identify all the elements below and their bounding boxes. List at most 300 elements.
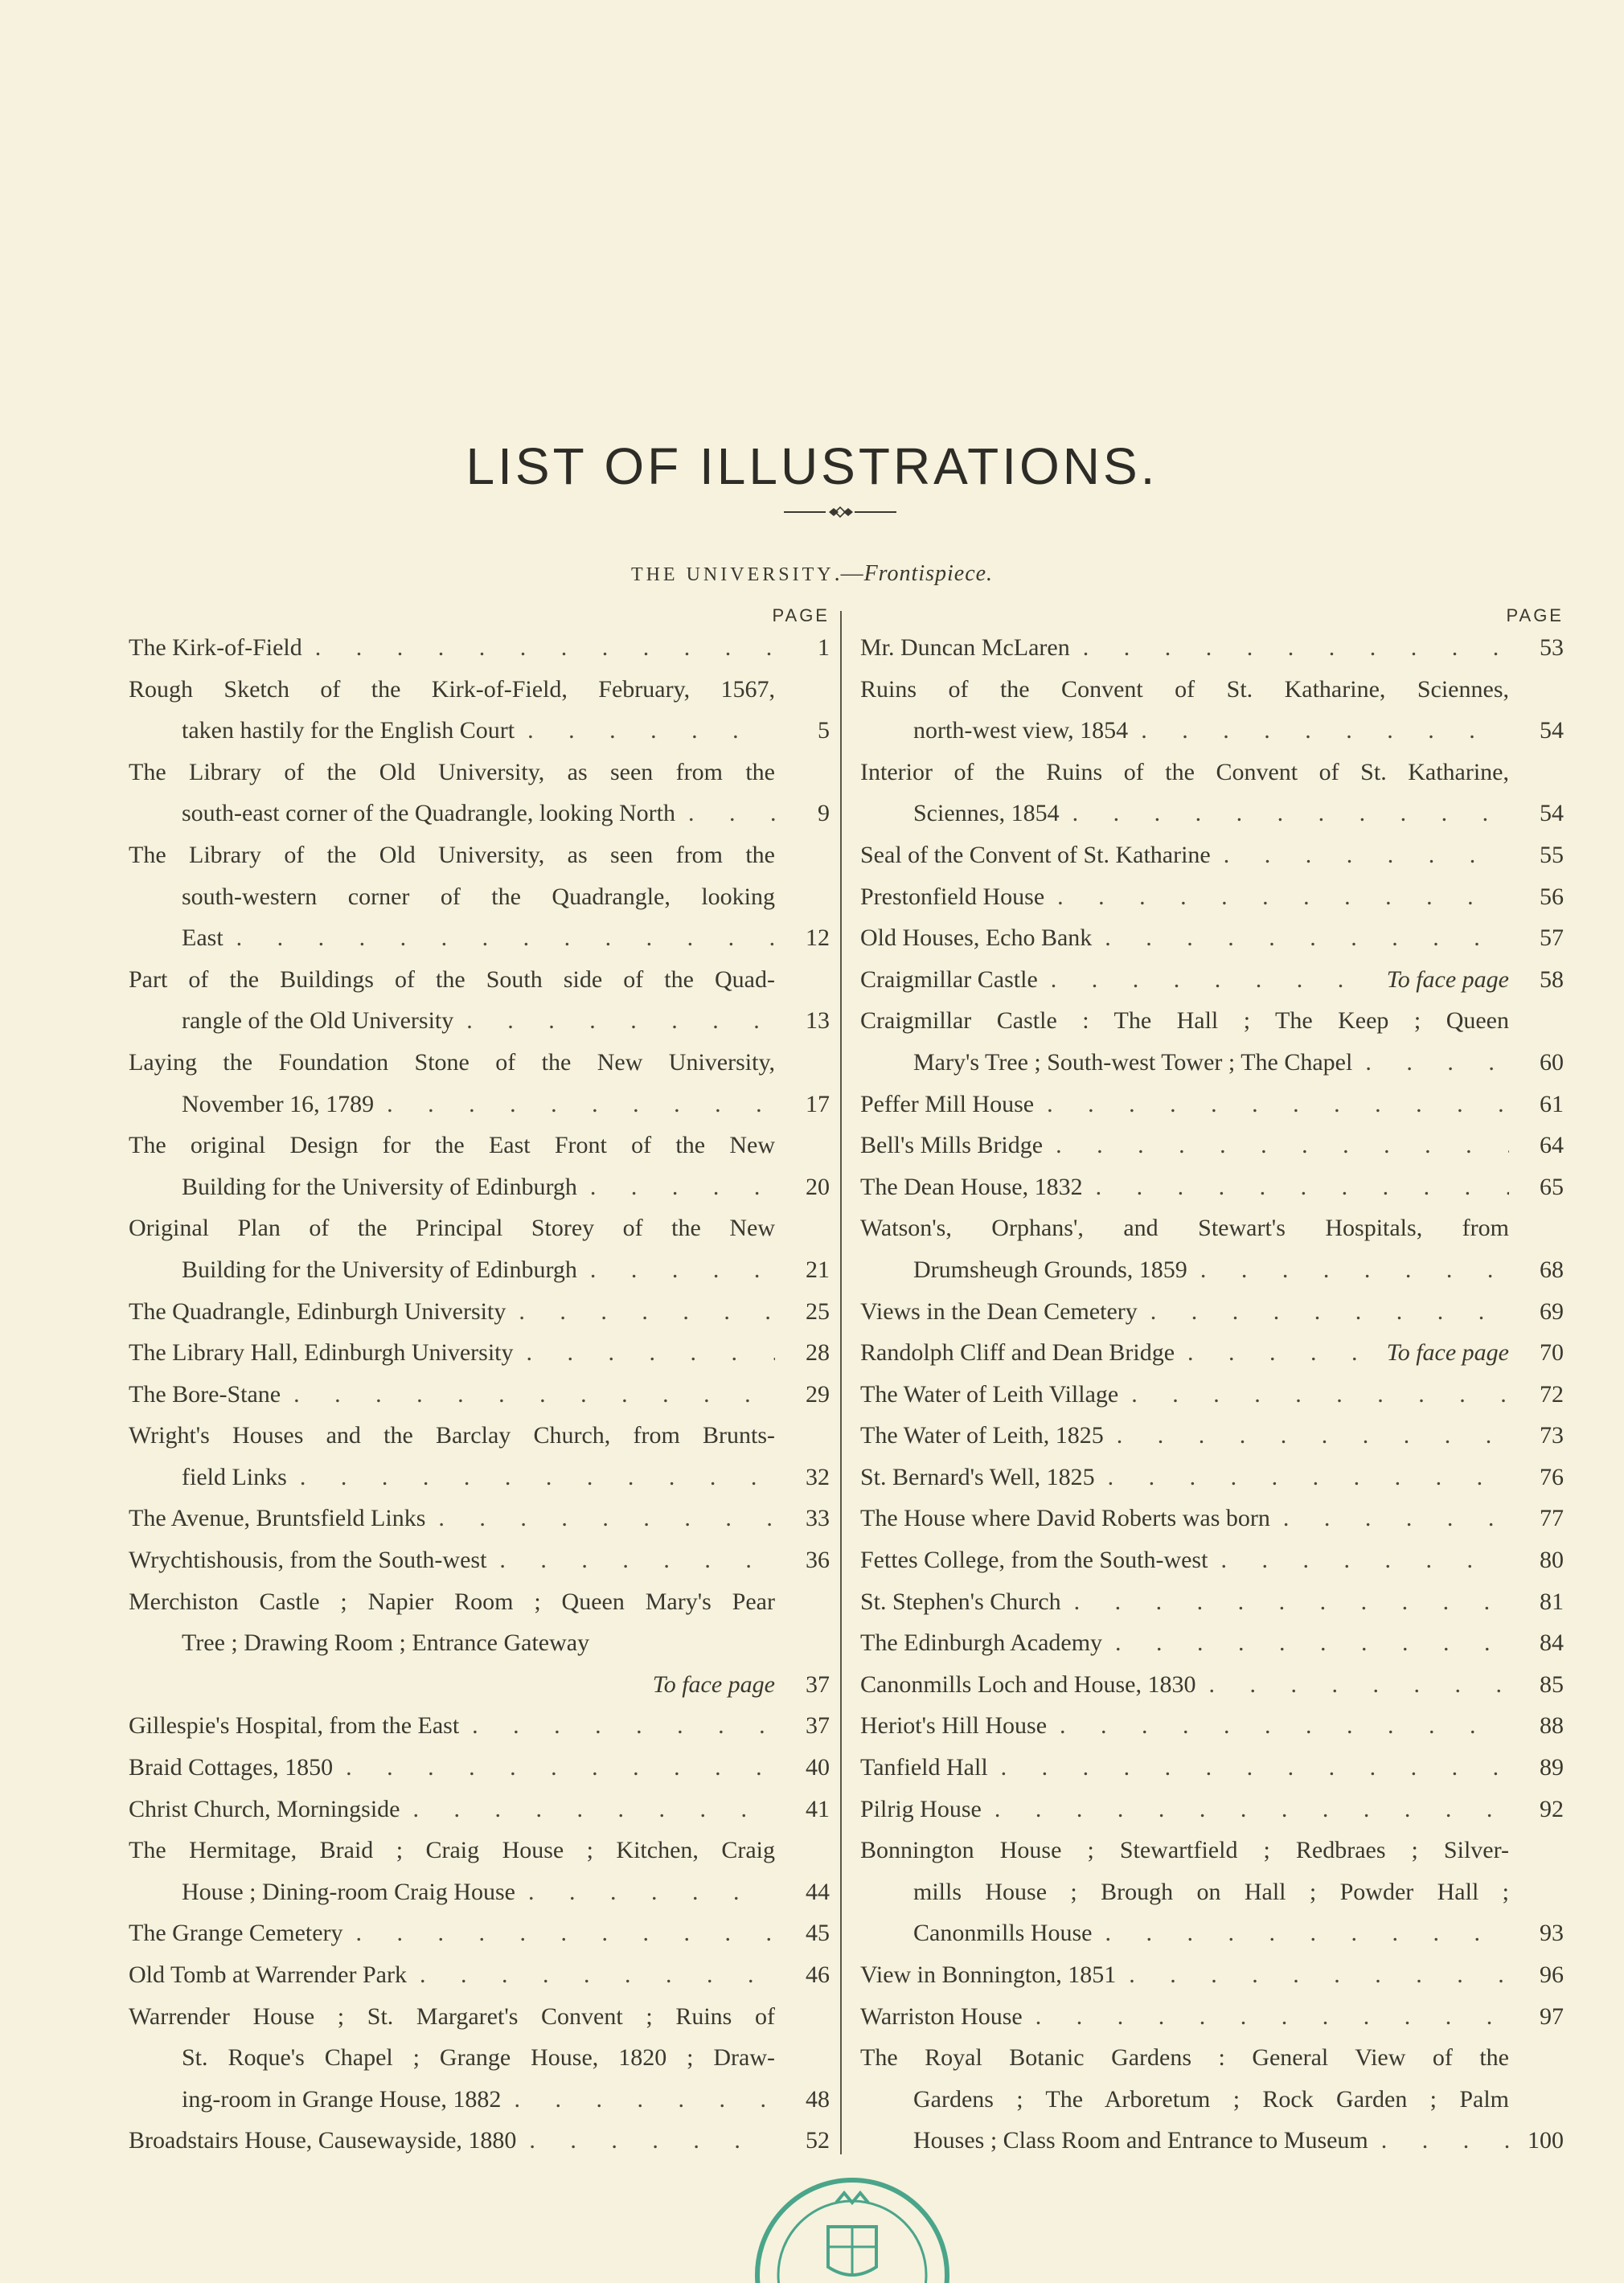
leader-dots [1060,793,1509,834]
entry-line [129,752,830,793]
entry-title: Bell's Mills Bridge [860,1132,1044,1159]
page-number: 96 [1540,1961,1564,1988]
entry-line [129,876,830,918]
entry-title: The House where David Roberts was born [860,1505,1270,1532]
page-number: 65 [1540,1173,1564,1200]
entry-line [129,1125,830,1166]
leader-dots [515,710,775,752]
entry-line [129,2120,830,2162]
illustration-entry [129,1042,830,1125]
entry-line [860,1747,1564,1789]
illustration-entry [860,1084,1564,1125]
entry-title: Bonnington House ; Stewartfield ; Redbraes ; Silver- [860,1837,1509,1864]
to-face-page-note: To face page [1386,965,1509,993]
leader-dots [343,1912,775,1954]
page-number: 32 [806,1463,830,1490]
page-number: 76 [1540,1463,1564,1490]
entry-title: Heriot's Hill House [860,1712,1048,1740]
entry-title: Laying the Foundation Stone of the New University, [129,1048,775,1076]
leader-dots [577,1249,775,1291]
entry-line [129,710,830,752]
entry-line [129,834,830,876]
leader-dots [1070,627,1509,669]
leader-dots [486,1539,775,1581]
entry-title: Rough Sketch of the Kirk-of-Field, February, 1567, [129,675,775,703]
illustration-entry [129,1830,830,1912]
leader-dots [1095,1457,1509,1498]
entry-title: Watson's, Orphans', and Stewart's Hospitals, from [860,1215,1509,1242]
entry-line [129,1042,830,1084]
leader-dots [1093,1912,1510,1954]
entry-line [129,1622,830,1664]
entry-line [129,1415,830,1457]
illustration-entry [129,1912,830,1954]
entry-line [860,1912,1564,1954]
entry-title: Views in the Dean Cemetery [860,1297,1138,1325]
entry-line [860,627,1564,669]
illustration-entry [129,959,830,1042]
entry-title: Building for the University of Edinburgh [182,1256,577,1283]
page-number: 92 [1540,1795,1564,1822]
entry-title: The Water of Leith Village [860,1380,1119,1408]
illustration-entry [129,1374,830,1416]
leader-dots [1116,1954,1509,1996]
page-number: 85 [1540,1670,1564,1698]
page-number: 72 [1540,1380,1564,1408]
entry-line [129,1789,830,1830]
leader-dots [1043,1125,1509,1166]
entry-title: Canonmills Loch and House, 1830 [860,1670,1196,1698]
to-face-page-note: To face page [1386,1339,1509,1367]
entry-line [860,1207,1564,1249]
to-face-page-note: To face page [652,1670,775,1698]
entry-line [129,627,830,669]
page-number: 17 [806,1090,830,1117]
entry-title: Wrychtishousis, from the South-west [129,1547,487,1574]
entry-line [860,1581,1564,1623]
illustration-entry [860,669,1564,752]
illustration-entry [860,959,1564,1001]
entry-line [860,1539,1564,1581]
entry-line [129,1871,830,1913]
entry-line [860,1871,1564,1913]
leader-dots [516,2120,775,2162]
illustration-entry [860,1207,1564,1290]
entry-title: The Library Hall, Edinburgh University [129,1339,514,1367]
illustrations-column-right [860,605,1564,2162]
illustration-entry [860,752,1564,834]
leader-dots [1138,1291,1509,1333]
entry-line [129,1912,830,1954]
page-number: 33 [806,1505,830,1532]
entry-title: Interior of the Ruins of the Convent of St. Katharine, [860,758,1509,785]
entry-title: The Library of the Old University, as seen from the [129,758,775,785]
illustration-entry [129,1125,830,1207]
entry-title: East [182,924,224,952]
page-number: 53 [1540,634,1564,661]
frontispiece-line [0,561,1624,587]
entry-line [129,1084,830,1125]
page-title: LIST OF ILLUSTRATIONS. [465,437,1159,495]
page-number: 46 [806,1961,830,1988]
illustration-entry [860,1457,1564,1498]
leader-dots [1104,1415,1509,1457]
page-number: 44 [806,1878,830,1905]
page-number: 40 [806,1754,830,1781]
leader-dots [407,1954,775,1996]
entry-line [860,669,1564,711]
leader-dots [1102,1622,1509,1664]
leader-dots [459,1705,775,1747]
entry-line [129,1539,830,1581]
page-number: 73 [1540,1422,1564,1449]
entry-title: The Edinburgh Academy [860,1629,1103,1657]
page-number: 37 [806,1712,830,1740]
entry-title: Randolph Cliff and Dean Bridge [860,1339,1175,1367]
page-number: 58 [1540,965,1564,993]
entry-title: Pilrig House [860,1795,982,1822]
entry-line [860,2120,1564,2162]
leader-dots [281,1374,775,1416]
entry-line [860,1498,1564,1539]
entry-line [860,959,1564,1001]
entry-line [860,1830,1564,1871]
illustration-entry [860,876,1564,918]
page-number: 48 [806,2085,830,2113]
leader-dots [675,793,775,834]
illustration-entry [860,1166,1564,1208]
entry-line [860,1291,1564,1333]
illustration-entry [860,1415,1564,1457]
entry-title: The Hermitage, Braid ; Craig House ; Kitchen, Craig [129,1837,775,1864]
entry-line [129,1457,830,1498]
entry-title: The Library of the Old University, as seen from the [129,841,775,868]
page-number: 1 [818,634,830,661]
entry-title: Building for the University of Edinburgh [182,1173,577,1200]
illustration-entry [860,1996,1564,2038]
entry-title: Seal of the Convent of St. Katharine [860,841,1211,868]
page-number: 41 [806,1795,830,1822]
illustration-entry [129,1539,830,1581]
entry-title: Fettes College, from the South-west [860,1547,1208,1574]
entry-line [860,876,1564,918]
entry-line [129,1249,830,1291]
page-number: 36 [806,1547,830,1574]
entry-title: Houses ; Class Room and Entrance to Museum [913,2127,1368,2154]
illustration-entry [129,1996,830,2121]
leader-dots [1352,1042,1509,1084]
illustration-entry [129,1498,830,1539]
entry-title: Merchiston Castle ; Napier Room ; Queen Mary's Pear [129,1588,775,1615]
leader-dots [224,917,775,959]
entry-line [129,669,830,711]
page-number: 97 [1540,2002,1564,2030]
entry-line [129,1291,830,1333]
entry-line [860,1789,1564,1830]
illustration-entry [860,1291,1564,1333]
entry-title: Tree ; Drawing Room ; Entrance Gateway [182,1629,590,1657]
entry-title: The Avenue, Bruntsfield Links [129,1505,426,1532]
entry-line [129,1664,830,1706]
entry-title: Drumsheugh Grounds, 1859 [913,1256,1187,1283]
entry-title: Original Plan of the Principal Storey of the New [129,1215,775,1242]
entry-title: The Royal Botanic Gardens : General View of the [860,2044,1509,2072]
page-number: 61 [1540,1090,1564,1117]
illustration-entry [129,1954,830,1996]
frontispiece-subject: THE UNIVERSITY [630,564,835,585]
page-number: 5 [818,717,830,744]
page-number: 89 [1540,1754,1564,1781]
leader-dots [982,1789,1509,1830]
page-number: 29 [806,1380,830,1408]
illustration-entry [860,1789,1564,1830]
entry-title: Warrender House ; St. Margaret's Convent ; Ruins of [129,2002,775,2030]
page-number: 100 [1528,2127,1564,2154]
entry-line [129,2079,830,2121]
entry-line [860,710,1564,752]
entry-title: Old Houses, Echo Bank [860,924,1093,952]
page-number: 12 [806,924,830,952]
entry-line [860,1125,1564,1166]
page-number: 20 [806,1173,830,1200]
entry-line [860,2079,1564,2121]
entry-title: Canonmills House [913,1920,1093,1947]
page-number: 13 [806,1007,830,1035]
entry-line [860,1622,1564,1664]
leader-dots [515,1871,775,1913]
illustration-entry [129,1747,830,1789]
page-number: 81 [1540,1588,1564,1615]
column-divider [840,611,842,2154]
page-number: 21 [806,1256,830,1283]
page-number: 9 [818,800,830,827]
illustration-entry [860,1705,1564,1747]
entry-title: The Grange Cemetery [129,1920,343,1947]
entry-line [129,1996,830,2038]
entry-list-right [860,627,1564,2162]
leader-dots [1023,1996,1509,2038]
leader-dots [1044,876,1509,918]
page-column-heading: PAGE [1506,605,1564,625]
page-number: 84 [1540,1629,1564,1657]
page-number: 52 [806,2127,830,2154]
leader-dots [506,1291,775,1333]
entry-line [129,1207,830,1249]
illustrations-column-left [129,605,830,2162]
entry-title: Wright's Houses and the Barclay Church, from Brunts- [129,1422,775,1449]
page-number: 88 [1540,1712,1564,1740]
illustration-entry [129,752,830,834]
entry-title: St. Roque's Chapel ; Grange House, 1820 ; Draw- [182,2044,775,2072]
entry-title: rangle of the Old University [182,1007,454,1035]
frontispiece-label: Frontispiece. [863,561,994,586]
leader-dots [577,1166,775,1208]
entry-title: Mr. Duncan McLaren [860,634,1070,661]
page-column-heading: PAGE [772,605,830,625]
entry-line [129,1332,830,1374]
illustration-entry [860,1332,1564,1374]
page-number: 56 [1540,883,1564,910]
entry-title: November 16, 1789 [182,1090,375,1117]
page-number: 70 [1540,1339,1564,1367]
leader-dots [514,1332,775,1374]
entry-line [860,1374,1564,1416]
entry-line [860,1249,1564,1291]
entry-title: Craigmillar Castle : The Hall ; The Keep ; Queen [860,1007,1509,1035]
leader-dots [1118,1374,1509,1416]
entry-title: field Links [182,1463,287,1490]
page-number: 93 [1540,1920,1564,1947]
entry-line [860,1415,1564,1457]
entry-line [129,1954,830,1996]
entry-title: ing-room in Grange House, 1882 [182,2085,502,2113]
entry-title: Sciennes, 1854 [913,800,1060,827]
entry-title: Braid Cottages, 1850 [129,1754,334,1781]
entry-line [129,1374,830,1416]
page-number: 64 [1540,1132,1564,1159]
leader-dots [374,1084,775,1125]
illustration-entry [860,1000,1564,1083]
page-number: 25 [806,1297,830,1325]
entry-line [860,1954,1564,1996]
entry-title: south-east corner of the Quadrangle, looking North [182,800,675,827]
entry-title: St. Bernard's Well, 1825 [860,1463,1095,1490]
entry-title: The Dean House, 1832 [860,1173,1083,1200]
page-number: 54 [1540,800,1564,827]
illustration-entry [860,1954,1564,1996]
illustration-entry [129,1581,830,1706]
leader-dots [1038,959,1376,1001]
entry-title: The Bore-Stane [129,1380,281,1408]
page-number: 54 [1540,717,1564,744]
entry-line [860,1457,1564,1498]
leader-dots [1175,1332,1376,1374]
entry-title: The original Design for the East Front of the New [129,1132,775,1159]
leader-dots [1368,2120,1509,2162]
leader-dots [1047,1705,1509,1747]
illustration-entry [860,1125,1564,1166]
entry-title: The Water of Leith, 1825 [860,1422,1104,1449]
entry-title: Ruins of the Convent of St. Katharine, Sciennes, [860,675,1509,703]
entry-line [129,1705,830,1747]
illustration-entry [129,669,830,752]
entry-line [129,1581,830,1623]
leader-dots [1211,834,1509,876]
leader-dots [1092,917,1509,959]
entry-title: Peffer Mill House [860,1090,1035,1117]
leader-dots [1208,1539,1509,1581]
illustration-entry [860,1664,1564,1706]
entry-line [860,1996,1564,2038]
entry-line [860,834,1564,876]
illustration-entry [129,1207,830,1290]
leader-dots [302,627,775,669]
leader-dots [1195,1664,1509,1706]
page-number: 57 [1540,924,1564,952]
page-number: 77 [1540,1505,1564,1532]
entry-line [860,917,1564,959]
entry-line [860,1000,1564,1042]
entry-line [860,2037,1564,2079]
entry-title: Part of the Buildings of the South side of the Quad- [129,965,775,993]
leader-dots [1270,1498,1509,1539]
leader-dots [333,1747,775,1789]
leader-dots [287,1457,775,1498]
entry-title: mills House ; Brough on Hall ; Powder Hall ; [913,1878,1509,1905]
entry-line [129,1000,830,1042]
illustration-entry [860,1581,1564,1623]
entry-line [129,917,830,959]
entry-line [860,1705,1564,1747]
entry-title: The Quadrangle, Edinburgh University [129,1297,506,1325]
page-number: 68 [1540,1256,1564,1283]
entry-title: Prestonfield House [860,883,1045,910]
illustration-entry [860,1498,1564,1539]
entry-line [860,1042,1564,1084]
entry-title: The Kirk-of-Field [129,634,302,661]
entry-title: Craigmillar Castle [860,965,1038,993]
illustration-entry [129,627,830,669]
leader-dots [988,1747,1509,1789]
entry-title: Christ Church, Morningside [129,1795,400,1822]
entry-title: House ; Dining-room Craig House [182,1878,515,1905]
illustration-entry [860,917,1564,959]
illustration-entry [860,1374,1564,1416]
page-number: 69 [1540,1297,1564,1325]
entry-line [860,752,1564,793]
entry-title: Mary's Tree ; South-west Tower ; The Chapel [913,1048,1353,1076]
leader-dots [1061,1581,1509,1623]
illustration-entry [860,1830,1564,1954]
illustration-entry [129,1291,830,1333]
illustration-entry [129,1789,830,1830]
illustration-entry [860,1539,1564,1581]
library-stamp-icon [752,2170,953,2283]
page-number: 37 [806,1670,830,1698]
leader-dots [425,1498,775,1539]
illustration-entry [860,1622,1564,1664]
entry-line [860,1166,1564,1208]
illustration-entry [860,834,1564,876]
leader-dots [1128,710,1509,752]
illustration-entry [860,2037,1564,2162]
entry-title: Tanfield Hall [860,1754,988,1781]
frontispiece-separator: .— [834,561,864,586]
leader-dots [453,1000,775,1042]
entry-line [129,1498,830,1539]
entry-title: Gardens ; The Arboretum ; Rock Garden ; Palm [913,2085,1509,2113]
entry-line [129,1166,830,1208]
entry-line [129,2037,830,2079]
illustration-entry [129,1415,830,1498]
illustration-entry [860,627,1564,669]
illustration-entry [860,1747,1564,1789]
entry-line [129,959,830,1001]
entry-title: Old Tomb at Warrender Park [129,1961,407,1988]
divider-ornament-icon [784,502,896,522]
leader-dots [400,1789,776,1830]
entry-line [860,793,1564,834]
leader-dots [501,2079,775,2121]
entry-line [129,1747,830,1789]
leader-dots [1187,1249,1509,1291]
entry-title: View in Bonnington, 1851 [860,1961,1117,1988]
page-number: 80 [1540,1547,1564,1574]
illustration-entry [129,1705,830,1747]
entry-title: Warriston House [860,2002,1023,2030]
entry-line [129,793,830,834]
illustration-entry [129,834,830,959]
